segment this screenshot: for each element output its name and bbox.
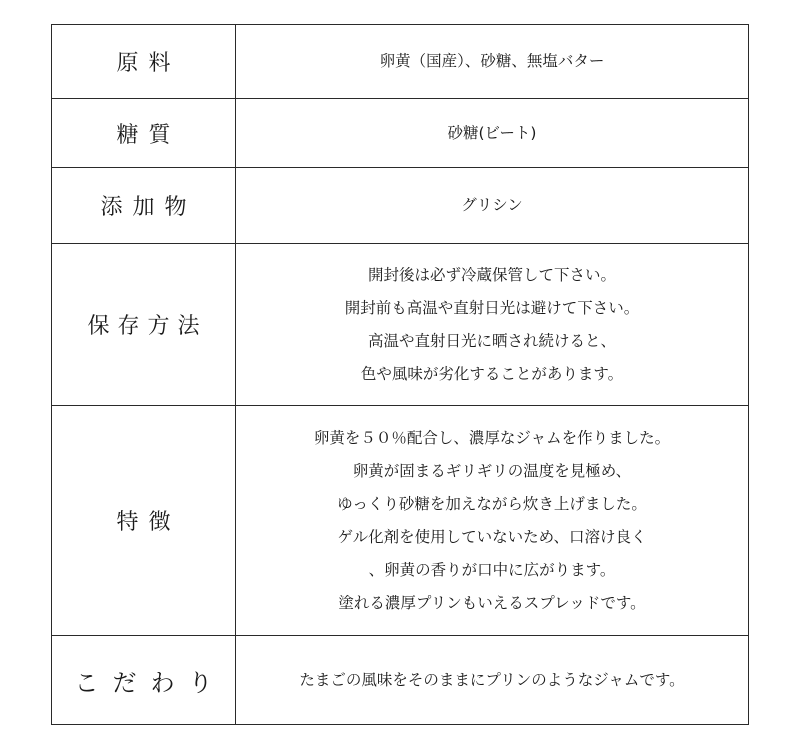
product-spec-table — [51, 24, 749, 725]
value-line: 、卵黄の香りが口中に広がります。 — [368, 560, 616, 579]
value-line: 卵黄（国産）、砂糖、無塩バター — [379, 52, 605, 70]
row-label: 原料 — [52, 25, 236, 99]
value-line: 開封前も高温や直射日光は避けて下さい。 — [344, 298, 640, 317]
value-line: 色や風味が劣化することがあります。 — [360, 364, 624, 383]
spec-row-additives — [52, 168, 749, 244]
row-label: 添加物 — [52, 168, 236, 244]
value-line: ゲル化剤を使用していないため、口溶け良く — [337, 527, 647, 546]
value-line: たまごの風味をそのままにプリンのようなジャムです。 — [299, 670, 685, 689]
row-value — [236, 244, 749, 406]
value-line: 高温や直射日光に晒され続けると、 — [367, 331, 616, 350]
row-label: 保存方法 — [52, 244, 236, 406]
row-value — [236, 636, 749, 725]
value-line: 開封後は必ず冷蔵保管して下さい。 — [367, 265, 616, 284]
row-value — [236, 168, 749, 244]
value-line: 卵黄が固まるギリギリの温度を見極め、 — [352, 461, 632, 480]
row-label: こだわり — [52, 636, 236, 725]
value-line: 卵黄を５０％配合し、濃厚なジャムを作りました。 — [313, 428, 671, 447]
row-value — [236, 99, 749, 168]
value-line: 砂糖(ビート) — [447, 123, 537, 142]
value-line: グリシン — [461, 196, 523, 214]
value-line: ゆっくり砂糖を加えながら炊き上げました。 — [337, 494, 647, 513]
row-label: 糖質 — [52, 99, 236, 168]
spec-row-storage — [52, 244, 749, 406]
value-line: 塗れる濃厚プリンもいえるスプレッドです。 — [338, 593, 646, 612]
spec-row-ingredients — [52, 25, 749, 99]
spec-row-sugar — [52, 99, 749, 168]
row-value — [236, 406, 749, 636]
row-label: 特徴 — [52, 406, 236, 636]
spec-row-features — [52, 406, 749, 636]
row-value — [236, 25, 749, 99]
spec-row-commitment — [52, 636, 749, 725]
